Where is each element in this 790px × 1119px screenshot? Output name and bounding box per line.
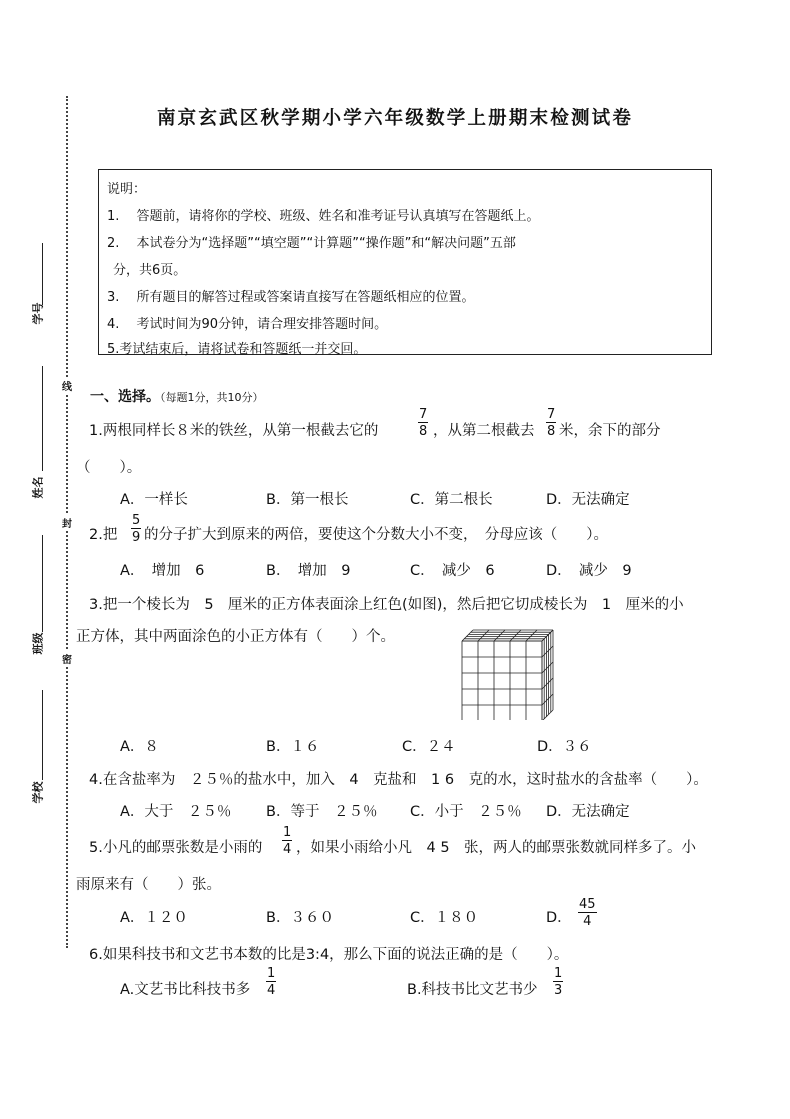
- q1-frac1-numerator: 7: [419, 407, 428, 422]
- class-line: [42, 535, 43, 632]
- school-line: [42, 690, 43, 780]
- q1-fraction-1: [418, 408, 428, 438]
- q5-part2: ，如果小雨给小凡 4 5 张，两人的邮票张数就同样多了。小: [296, 840, 697, 856]
- q4-option-d: D．无法确定: [546, 804, 630, 820]
- q6-option-a-fraction: [266, 967, 276, 997]
- q2-option-d: D． 减少 9: [546, 563, 632, 579]
- q6-option-b: B.科技书比文艺书少: [407, 982, 538, 998]
- q2-option-c: C． 减少 6: [410, 563, 495, 579]
- q2-part2: 的分子扩大到原来的两倍，要使这个分数大小不变， 分母应该（ ）。: [144, 527, 608, 543]
- q4-line1: 4.在含盐率为 ２５％的盐水中，加入 4 克盐和 1 6 克的水，这时盐水的含盐率（ ）。: [89, 772, 708, 788]
- seal-char-line: 线: [62, 378, 72, 393]
- q3-line1: 3.把一个棱长为 5 厘米的正方体表面涂上红色(如图)，然后把它切成棱长为 1 厘米的小: [89, 597, 684, 613]
- instruction-5: 5.考试结束后，请将试卷和答题纸一并交回。: [107, 342, 367, 357]
- q4-option-b: B．等于 ２５％: [266, 804, 378, 820]
- instruction-2: 2. 本试卷分为“选择题”“填空题”“计算题”“操作题”和“解决问题”五部: [107, 236, 516, 251]
- q3-option-c: C．２４: [402, 739, 456, 755]
- class-label: 班级: [31, 632, 45, 655]
- q5-part1: 5.小凡的邮票张数是小雨的: [89, 840, 263, 856]
- student-number-label: 学号: [31, 302, 45, 325]
- instructions-heading: 说明：: [107, 182, 147, 197]
- name-label: 姓名: [31, 476, 45, 499]
- instruction-2-cont: 分，共6页。: [113, 263, 187, 278]
- q3-option-b: B．１６: [266, 739, 320, 755]
- q6-opta-numerator: 1: [267, 966, 276, 981]
- q6-line1: 6.如果科技书和文艺书本数的比是3:4，那么下面的说法正确的是（ ）。: [89, 947, 569, 963]
- q3-line2: 正方体，其中两面涂色的小正方体有（ ）个。: [76, 629, 395, 645]
- name-line: [42, 366, 43, 471]
- school-label: 学校: [31, 781, 45, 804]
- q1-option-a: A．一样长: [120, 492, 188, 508]
- q4-option-c: C．小于 ２５％: [410, 804, 522, 820]
- q2-fraction: [131, 514, 141, 544]
- q1-part3: 米，余下的部分: [559, 423, 661, 439]
- q6-option-b-fraction: [553, 967, 563, 997]
- q5-option-c: C．１８０: [410, 910, 479, 926]
- q1-part2: ，从第二根截去: [433, 423, 535, 439]
- q2-option-b: B． 增加 9: [266, 563, 351, 579]
- q3-option-a: A．８: [120, 739, 159, 755]
- q2-part1: 2.把: [89, 527, 118, 543]
- instruction-4: 4. 考试时间为90分钟，请合理安排答题时间。: [107, 317, 388, 332]
- section-note: （每题1分，共10分）: [160, 391, 264, 404]
- q1-option-b: B．第一根长: [266, 492, 349, 508]
- instructions-box: [98, 169, 712, 355]
- q5-optd-numerator: 45: [579, 897, 596, 912]
- q1-part1: 1.两根同样长８米的铁丝，从第一根截去它的: [89, 423, 379, 439]
- q5-option-d-fraction: [578, 898, 597, 928]
- q5-frac-numerator: 1: [283, 825, 292, 840]
- instruction-1: 1. 答题前，请将你的学校、班级、姓名和准考证号认真填写在答题纸上。: [107, 209, 540, 224]
- q1-fraction-2: [546, 408, 556, 438]
- q1-frac2-numerator: 7: [547, 407, 556, 422]
- q6-optb-numerator: 1: [554, 966, 563, 981]
- q2-frac-denominator: 9: [132, 530, 141, 545]
- q1-line2: （ ）。: [76, 460, 142, 476]
- q5-option-b: B．３６０: [266, 910, 334, 926]
- q5-optd-denominator: 4: [583, 914, 592, 929]
- q5-option-a: A．１２０: [120, 910, 188, 926]
- seal-char-secret: 密: [62, 651, 72, 666]
- q1-option-c: C．第二根长: [410, 492, 493, 508]
- q5-option-d: D．: [546, 910, 572, 926]
- q5-line2: 雨原来有（ ）张。: [76, 877, 221, 893]
- q2-option-a: A． 增加 6: [120, 563, 205, 579]
- section-heading: [90, 386, 264, 406]
- q3-option-d: D．３６: [537, 739, 592, 755]
- q6-option-a: A.文艺书比科技书多: [120, 982, 251, 998]
- student-number-line: [42, 243, 43, 305]
- q1-frac1-denominator: 8: [419, 424, 428, 439]
- q1-frac2-denominator: 8: [547, 424, 556, 439]
- cube-figure: [460, 628, 554, 720]
- instruction-3: 3. 所有题目的解答过程或答案请直接写在答题纸相应的位置。: [107, 290, 475, 305]
- q2-frac-numerator: 5: [132, 513, 141, 528]
- q1-option-d: D．无法确定: [546, 492, 630, 508]
- seal-char-seal: 封: [62, 515, 72, 530]
- q4-option-a: A．大于 ２５％: [120, 804, 232, 820]
- q5-fraction: [282, 826, 292, 856]
- q6-optb-denominator: 3: [554, 983, 563, 998]
- section-title: 一、选择。: [90, 389, 160, 405]
- page-title: 南京玄武区秋学期小学六年级数学上册期末检测试卷: [156, 108, 634, 129]
- q5-frac-denominator: 4: [283, 842, 292, 857]
- q6-opta-denominator: 4: [267, 983, 276, 998]
